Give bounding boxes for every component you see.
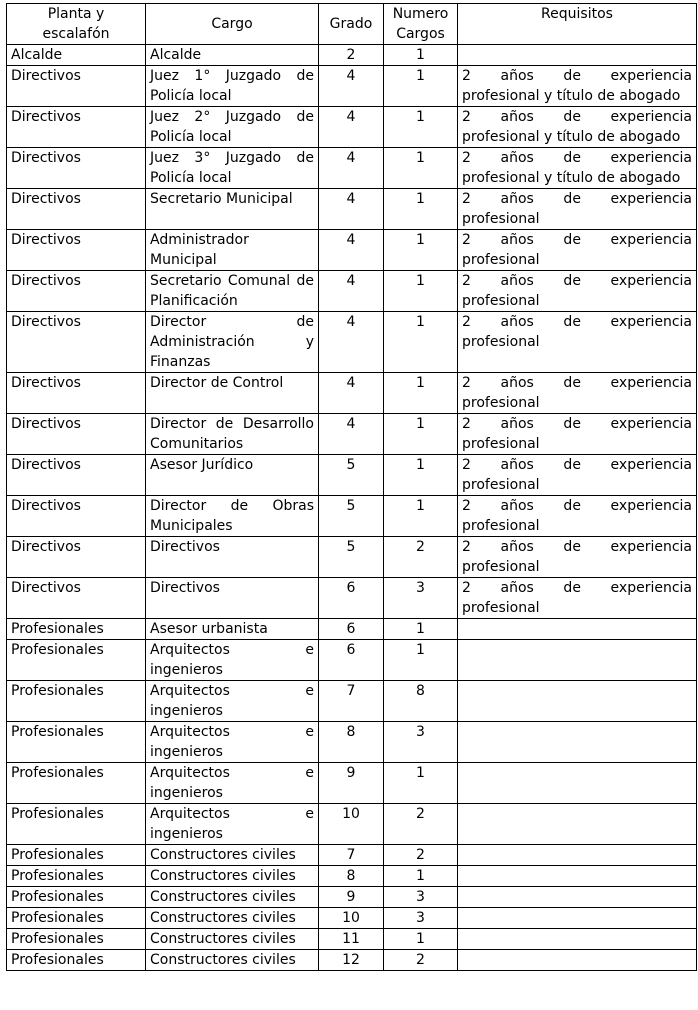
table-row bbox=[7, 45, 697, 66]
cell-numero: 2 bbox=[384, 804, 458, 845]
cell-requisitos: 2 años de experiencia profesional y título de abogado bbox=[458, 148, 697, 189]
cell-numero: 3 bbox=[384, 887, 458, 908]
header-grado: Grado bbox=[319, 4, 384, 45]
cell-planta: Directivos bbox=[7, 373, 146, 414]
table-row bbox=[7, 312, 697, 373]
cell-planta: Profesionales bbox=[7, 866, 146, 887]
cell-requisitos bbox=[458, 45, 697, 66]
cell-numero: 1 bbox=[384, 189, 458, 230]
table-row bbox=[7, 66, 697, 107]
cell-grado: 5 bbox=[319, 537, 384, 578]
cell-numero: 3 bbox=[384, 578, 458, 619]
table-row bbox=[7, 373, 697, 414]
cell-grado: 10 bbox=[319, 804, 384, 845]
cell-cargo: Constructores civiles bbox=[146, 887, 319, 908]
table-row bbox=[7, 929, 697, 950]
cell-cargo: Juez 2° Juzgado de Policía local bbox=[146, 107, 319, 148]
cell-requisitos bbox=[458, 887, 697, 908]
cell-numero: 8 bbox=[384, 681, 458, 722]
cell-grado: 10 bbox=[319, 908, 384, 929]
cell-cargo: Constructores civiles bbox=[146, 929, 319, 950]
cell-planta: Profesionales bbox=[7, 763, 146, 804]
cell-numero: 1 bbox=[384, 866, 458, 887]
table-header bbox=[7, 4, 697, 45]
cell-planta: Alcalde bbox=[7, 45, 146, 66]
cell-numero: 1 bbox=[384, 148, 458, 189]
table-row bbox=[7, 722, 697, 763]
cell-cargo: Arquitectos e ingenieros bbox=[146, 722, 319, 763]
cell-planta: Directivos bbox=[7, 230, 146, 271]
table-row bbox=[7, 414, 697, 455]
cell-numero: 1 bbox=[384, 619, 458, 640]
table-row bbox=[7, 537, 697, 578]
cell-numero: 1 bbox=[384, 312, 458, 373]
cell-cargo: Constructores civiles bbox=[146, 950, 319, 971]
header-row bbox=[7, 4, 697, 45]
cell-requisitos bbox=[458, 908, 697, 929]
header-numero: Numero Cargos bbox=[384, 4, 458, 45]
cell-cargo: Secretario Municipal bbox=[146, 189, 319, 230]
cell-grado: 4 bbox=[319, 312, 384, 373]
cell-grado: 9 bbox=[319, 887, 384, 908]
cell-grado: 2 bbox=[319, 45, 384, 66]
cell-numero: 1 bbox=[384, 929, 458, 950]
cell-numero: 1 bbox=[384, 640, 458, 681]
cell-requisitos: 2 años de experiencia profesional bbox=[458, 189, 697, 230]
cell-requisitos: 2 años de experiencia profesional bbox=[458, 455, 697, 496]
cell-planta: Directivos bbox=[7, 271, 146, 312]
cell-planta: Profesionales bbox=[7, 908, 146, 929]
cell-requisitos bbox=[458, 950, 697, 971]
cell-grado: 6 bbox=[319, 578, 384, 619]
cell-cargo: Juez 1° Juzgado de Policía local bbox=[146, 66, 319, 107]
cell-cargo: Director de Control bbox=[146, 373, 319, 414]
cell-numero: 3 bbox=[384, 722, 458, 763]
table-row bbox=[7, 845, 697, 866]
cell-grado: 4 bbox=[319, 271, 384, 312]
cell-requisitos bbox=[458, 929, 697, 950]
cell-numero: 1 bbox=[384, 455, 458, 496]
table-row bbox=[7, 681, 697, 722]
cell-requisitos bbox=[458, 722, 697, 763]
cell-numero: 2 bbox=[384, 845, 458, 866]
cell-requisitos bbox=[458, 681, 697, 722]
cell-planta: Profesionales bbox=[7, 887, 146, 908]
cell-requisitos: 2 años de experiencia profesional y título de abogado bbox=[458, 107, 697, 148]
cell-cargo: Juez 3° Juzgado de Policía local bbox=[146, 148, 319, 189]
cell-planta: Directivos bbox=[7, 148, 146, 189]
header-requisitos: Requisitos bbox=[458, 4, 697, 45]
cell-planta: Directivos bbox=[7, 66, 146, 107]
cell-numero: 1 bbox=[384, 496, 458, 537]
cell-numero: 1 bbox=[384, 107, 458, 148]
cell-requisitos: 2 años de experiencia profesional bbox=[458, 271, 697, 312]
cell-requisitos bbox=[458, 804, 697, 845]
cell-cargo: Arquitectos e ingenieros bbox=[146, 681, 319, 722]
cell-numero: 1 bbox=[384, 271, 458, 312]
cell-grado: 5 bbox=[319, 496, 384, 537]
table-row bbox=[7, 908, 697, 929]
cell-numero: 1 bbox=[384, 66, 458, 107]
cell-cargo: Arquitectos e ingenieros bbox=[146, 640, 319, 681]
cell-numero: 1 bbox=[384, 414, 458, 455]
table-row bbox=[7, 866, 697, 887]
table-row bbox=[7, 640, 697, 681]
cell-cargo: Administrador Municipal bbox=[146, 230, 319, 271]
cell-numero: 3 bbox=[384, 908, 458, 929]
cell-requisitos bbox=[458, 640, 697, 681]
cell-planta: Directivos bbox=[7, 455, 146, 496]
cell-grado: 7 bbox=[319, 845, 384, 866]
cell-planta: Profesionales bbox=[7, 640, 146, 681]
cell-requisitos: 2 años de experiencia profesional bbox=[458, 496, 697, 537]
cell-cargo: Director de Desarrollo Comunitarios bbox=[146, 414, 319, 455]
cell-requisitos: 2 años de experiencia profesional bbox=[458, 414, 697, 455]
table-row bbox=[7, 804, 697, 845]
header-planta: Planta y escalafón bbox=[7, 4, 146, 45]
cell-planta: Profesionales bbox=[7, 929, 146, 950]
cell-planta: Directivos bbox=[7, 578, 146, 619]
table-row bbox=[7, 950, 697, 971]
cell-grado: 11 bbox=[319, 929, 384, 950]
cell-cargo: Arquitectos e ingenieros bbox=[146, 763, 319, 804]
cell-cargo: Arquitectos e ingenieros bbox=[146, 804, 319, 845]
cell-numero: 1 bbox=[384, 373, 458, 414]
cell-planta: Profesionales bbox=[7, 619, 146, 640]
cell-planta: Profesionales bbox=[7, 681, 146, 722]
cell-grado: 9 bbox=[319, 763, 384, 804]
cell-planta: Directivos bbox=[7, 496, 146, 537]
cell-numero: 1 bbox=[384, 230, 458, 271]
cell-planta: Directivos bbox=[7, 189, 146, 230]
cell-grado: 4 bbox=[319, 373, 384, 414]
cell-planta: Directivos bbox=[7, 414, 146, 455]
cell-grado: 7 bbox=[319, 681, 384, 722]
table-row bbox=[7, 619, 697, 640]
cell-cargo: Director de Administración y Finanzas bbox=[146, 312, 319, 373]
cell-cargo: Director de Obras Municipales bbox=[146, 496, 319, 537]
table-row bbox=[7, 189, 697, 230]
table-row bbox=[7, 887, 697, 908]
cell-cargo: Constructores civiles bbox=[146, 908, 319, 929]
table-row bbox=[7, 455, 697, 496]
cell-requisitos: 2 años de experiencia profesional bbox=[458, 578, 697, 619]
cell-requisitos bbox=[458, 619, 697, 640]
cell-requisitos: 2 años de experiencia profesional bbox=[458, 373, 697, 414]
cell-grado: 12 bbox=[319, 950, 384, 971]
cell-planta: Directivos bbox=[7, 107, 146, 148]
cell-requisitos: 2 años de experiencia profesional bbox=[458, 312, 697, 373]
cell-requisitos: 2 años de experiencia profesional bbox=[458, 537, 697, 578]
cell-grado: 4 bbox=[319, 414, 384, 455]
cell-planta: Profesionales bbox=[7, 722, 146, 763]
cell-numero: 1 bbox=[384, 45, 458, 66]
cell-cargo: Constructores civiles bbox=[146, 866, 319, 887]
cell-numero: 2 bbox=[384, 537, 458, 578]
cell-requisitos bbox=[458, 845, 697, 866]
table-row bbox=[7, 496, 697, 537]
cell-grado: 4 bbox=[319, 189, 384, 230]
cell-planta: Profesionales bbox=[7, 804, 146, 845]
cell-requisitos: 2 años de experiencia profesional bbox=[458, 230, 697, 271]
cell-requisitos: 2 años de experiencia profesional y título de abogado bbox=[458, 66, 697, 107]
cell-grado: 4 bbox=[319, 148, 384, 189]
cell-planta: Directivos bbox=[7, 537, 146, 578]
cell-grado: 4 bbox=[319, 230, 384, 271]
cell-grado: 4 bbox=[319, 66, 384, 107]
cell-planta: Profesionales bbox=[7, 845, 146, 866]
cell-grado: 5 bbox=[319, 455, 384, 496]
cell-numero: 1 bbox=[384, 763, 458, 804]
cell-cargo: Asesor urbanista bbox=[146, 619, 319, 640]
cell-planta: Directivos bbox=[7, 312, 146, 373]
table-body bbox=[7, 45, 697, 971]
cell-grado: 8 bbox=[319, 866, 384, 887]
table-row bbox=[7, 763, 697, 804]
cell-numero: 2 bbox=[384, 950, 458, 971]
cell-cargo: Asesor Jurídico bbox=[146, 455, 319, 496]
cell-grado: 6 bbox=[319, 640, 384, 681]
cell-cargo: Constructores civiles bbox=[146, 845, 319, 866]
cell-grado: 6 bbox=[319, 619, 384, 640]
table-row bbox=[7, 107, 697, 148]
table-row bbox=[7, 271, 697, 312]
table-row bbox=[7, 230, 697, 271]
cell-cargo: Secretario Comunal de Planificación bbox=[146, 271, 319, 312]
cell-cargo: Alcalde bbox=[146, 45, 319, 66]
cell-requisitos bbox=[458, 763, 697, 804]
cell-grado: 8 bbox=[319, 722, 384, 763]
table-row bbox=[7, 578, 697, 619]
table-row bbox=[7, 148, 697, 189]
cell-planta: Profesionales bbox=[7, 950, 146, 971]
header-cargo: Cargo bbox=[146, 4, 319, 45]
cell-requisitos bbox=[458, 866, 697, 887]
cell-grado: 4 bbox=[319, 107, 384, 148]
cell-cargo: Directivos bbox=[146, 537, 319, 578]
cell-cargo: Directivos bbox=[146, 578, 319, 619]
personnel-table bbox=[6, 3, 697, 971]
